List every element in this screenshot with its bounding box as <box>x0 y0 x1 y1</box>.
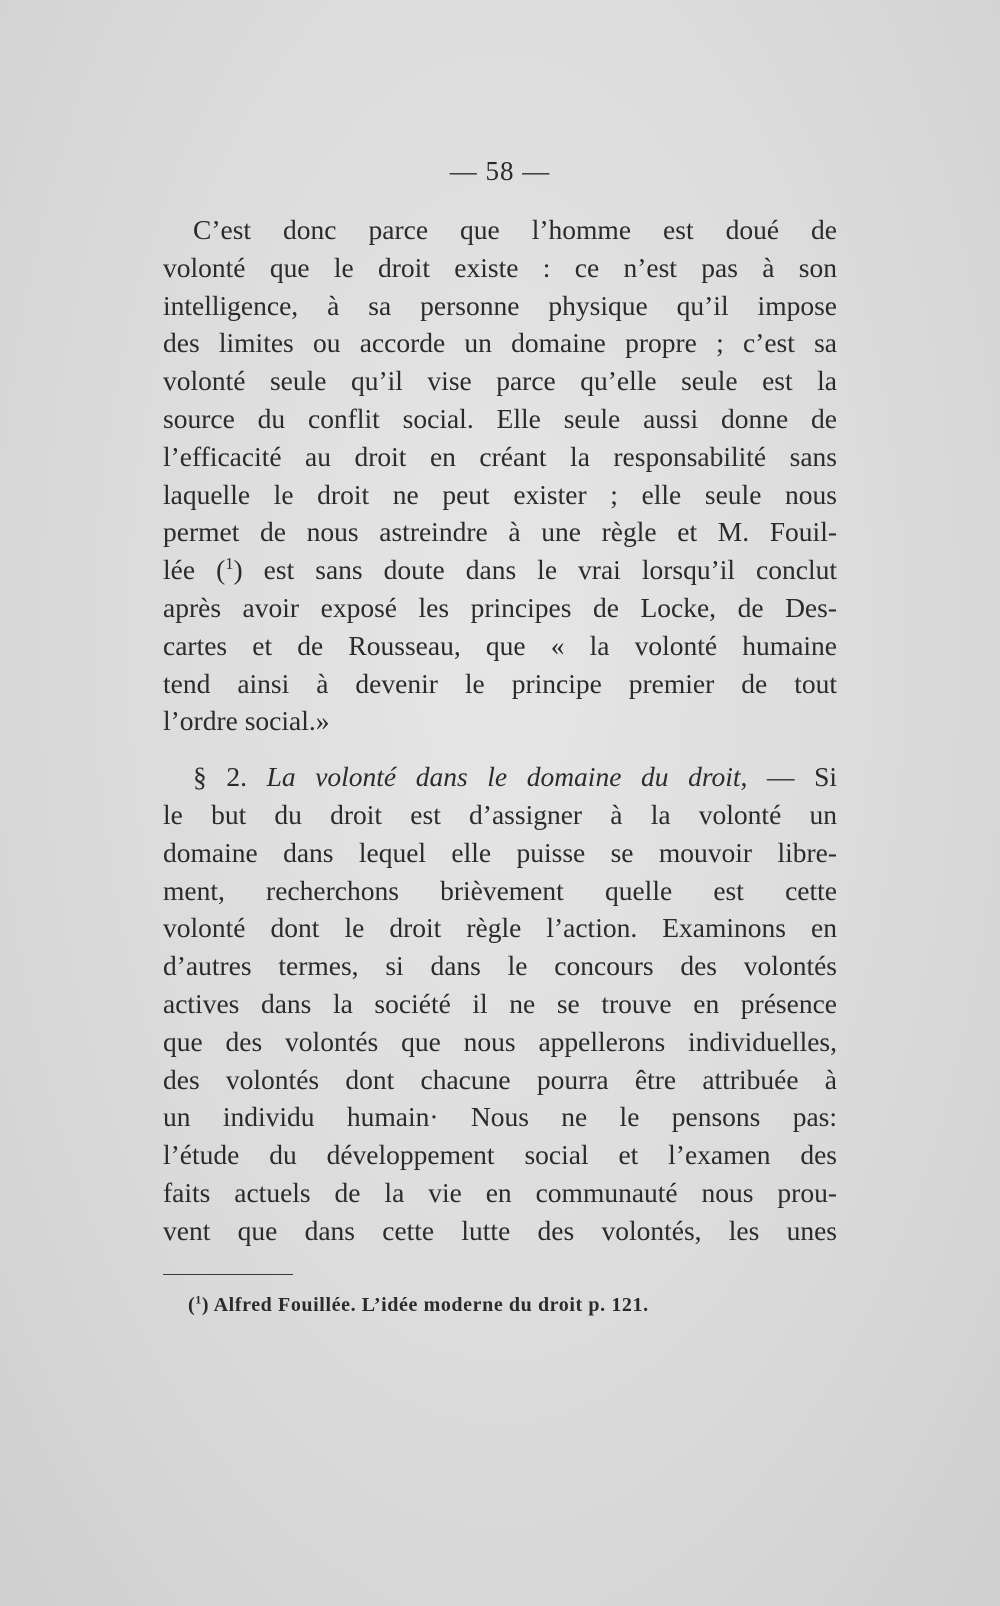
text-line: d’autres termes, si dans le concours des volontés <box>163 950 837 982</box>
section-title: La volonté dans le domaine du droit, <box>266 761 748 793</box>
text-line: des limites ou accorde un domaine propre ; c’est sa <box>163 327 837 359</box>
text-line: intelligence, à sa personne physique qu’il impose <box>163 289 837 321</box>
section-heading-line <box>163 758 837 796</box>
text-line: l’étude du développement social et l’examen des <box>163 1139 837 1171</box>
text-line: le but du droit est d’assigner à la volonté un <box>163 798 837 830</box>
text-line: ment, recherchons brièvement quelle est cette <box>163 874 837 906</box>
text-line: après avoir exposé les principes de Locke, de Des- <box>163 591 837 623</box>
text-line: domaine dans lequel elle puisse se mouvoir libre- <box>163 836 837 868</box>
text-line: permet de nous astreindre à une règle et M. Fouil- <box>163 516 837 548</box>
footnote-text: ) Alfred Fouillée. L’idée moderne du droit p. 121. <box>201 1294 649 1316</box>
footnote-divider <box>163 1274 293 1275</box>
text-line: tend ainsi à devenir le principe premier de tout <box>163 667 837 699</box>
text-line: volonté que le droit existe : ce n’est pas à son <box>163 251 837 283</box>
text-fragment: — Si <box>767 761 838 793</box>
page-number: — 58 — <box>449 156 551 186</box>
text-line: volonté seule qu’il vise parce qu’elle seule est la <box>163 365 837 397</box>
text-line: laquelle le droit ne peut exister ; elle seule nous <box>163 478 837 510</box>
text-line: l’efficacité au droit en créant la responsabilité sans <box>163 440 837 472</box>
text-line: volonté dont le droit règle l’action. Examinons en <box>163 912 837 944</box>
text-line: actives dans la société il ne se trouve en présence <box>163 987 837 1019</box>
text-line: source du conflit social. Elle seule aussi donne de <box>163 402 837 434</box>
text-line: des volontés dont chacune pourra être attribuée à <box>163 1063 837 1095</box>
text-line: C’est donc parce que l’homme est doué de <box>193 214 837 245</box>
text-fragment: ) est sans doute dans le vrai lorsqu’il conclut <box>233 554 837 586</box>
footnote: ($^1$) Alfred Fouillée. L’idée moderne du droit p. 121. <box>188 1292 649 1316</box>
paragraph-gap <box>163 740 837 758</box>
text-line: vent que dans cette lutte des volontés, les unes <box>163 1214 837 1246</box>
section-mark: § 2. <box>193 761 247 793</box>
footnote-marker: 1 <box>195 1292 202 1307</box>
text-line: faits actuels de la vie en communauté nous prou- <box>163 1176 837 1208</box>
text-fragment: lée ( <box>163 554 226 586</box>
footnote-reference: 1 <box>225 554 234 574</box>
text-line: cartes et de Rousseau, que « la volonté humaine <box>163 629 837 661</box>
text-line: que des volontés que nous appellerons individuelles, <box>163 1025 837 1057</box>
text-line: un individu humain· Nous ne le pensons pas: <box>163 1101 837 1133</box>
text-line: l’ordre social.» <box>163 705 330 737</box>
text-line-with-footnote-ref <box>163 551 837 589</box>
body-text <box>163 211 837 1250</box>
